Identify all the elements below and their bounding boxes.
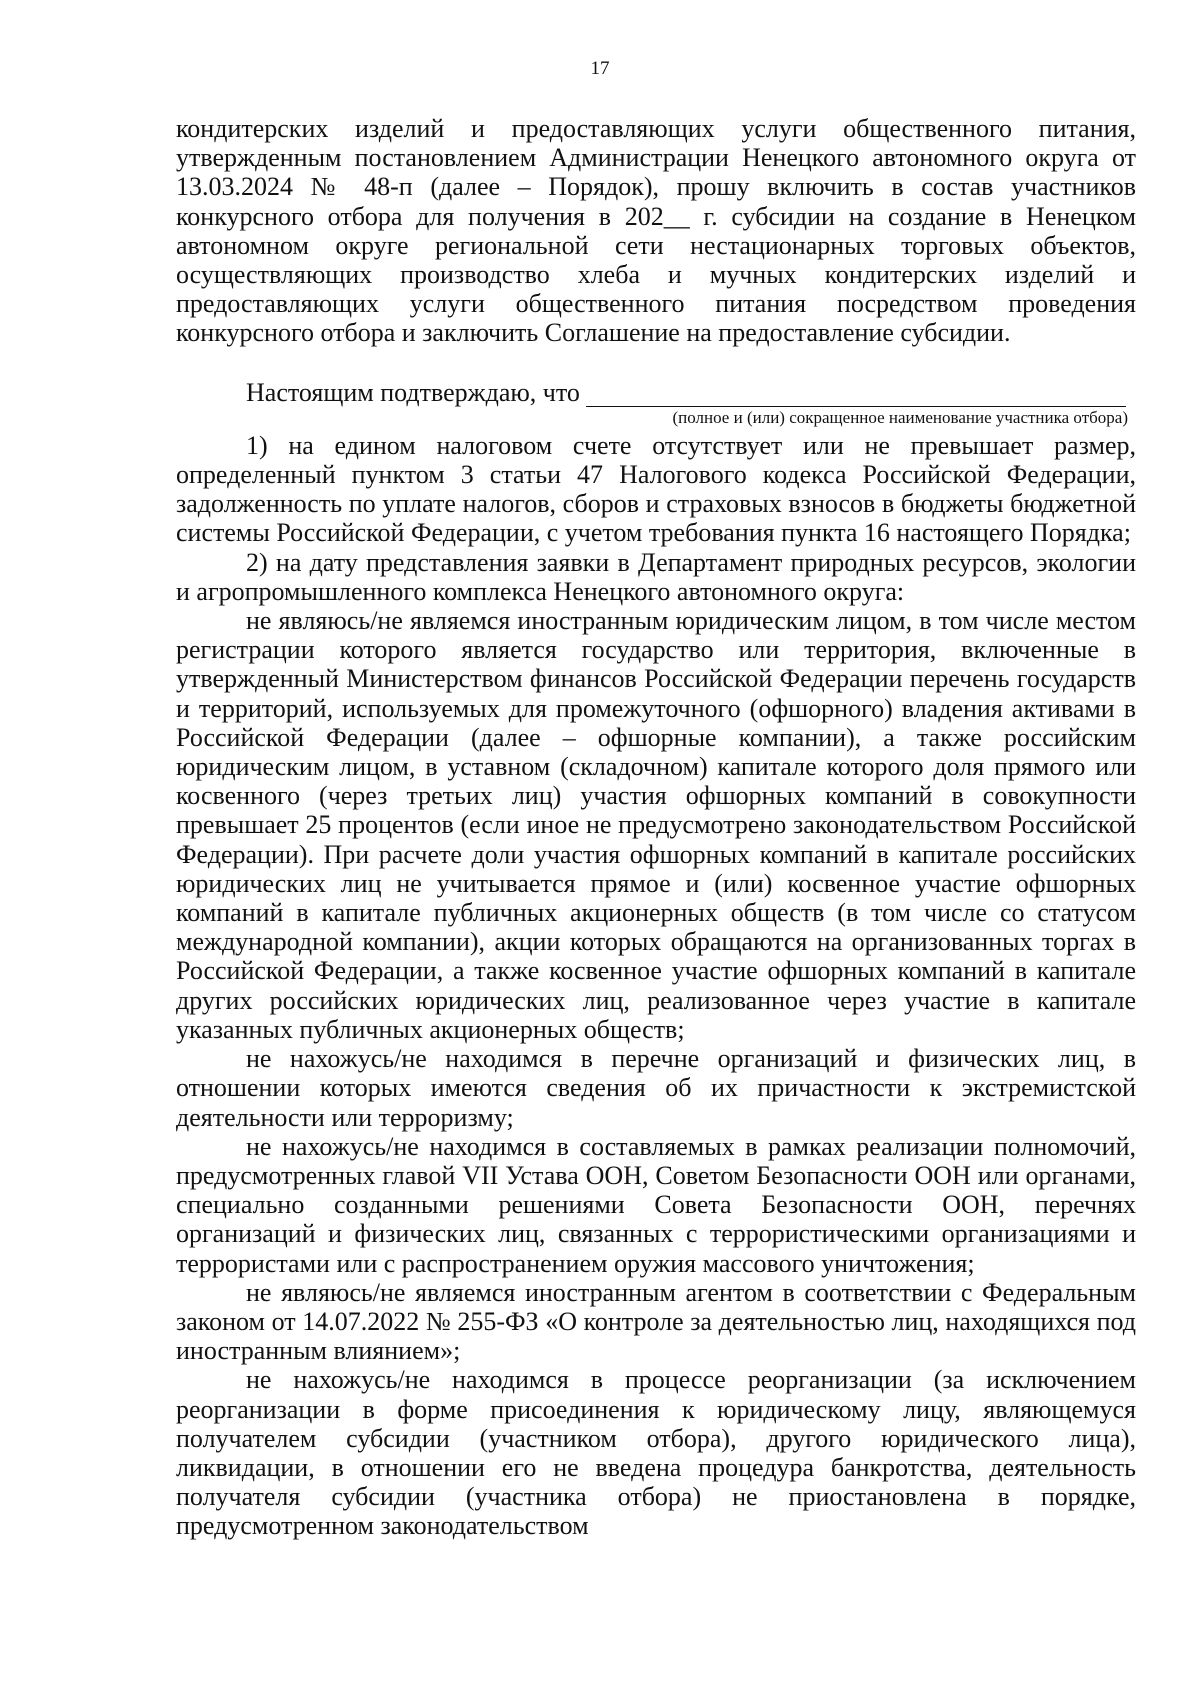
spacer xyxy=(176,348,1136,378)
confirmation-label: Настоящим подтверждаю, что xyxy=(246,377,580,407)
subitem-reorganization: не нахожусь/не находимся в процессе реорганизации (за исключением реорганизации в форме присоединения к юридическому лицу, являющемуся получателем субсидии (участником отбора), другого юридического лица), ликвидации, в отношении его не введена процедура банкротства, деятельность получателя субсидии (участника отбора) не приостановлена в порядке, предусмотренном законодательством xyxy=(176,1365,1136,1541)
subitem-un-lists: не нахожусь/не находимся в составляемых в рамках реализации полномочий, предусмотренных главой VII Устава ООН, Советом Безопасности ООН или органами, специально созданными решениями Совета Безопасности ООН, перечнях организаций и физических лиц, связанных с террористическими организациями и террористами или с распространением оружия массового уничтожения; xyxy=(176,1131,1136,1278)
participant-name-caption: (полное и (или) сокращенное наименование участника отбора) xyxy=(672,407,1128,427)
item-1: 1) на едином налоговом счете отсутствует или не превышает размер, определенный пунктом 3 статьи 47 Налогового кодекса Российской Федерации, задолженность по уплате налогов, сборов и страховых взносов в бюджеты бюджетной системы Российской Федерации, с учетом требования пункта 16 настоящего Порядка; xyxy=(176,430,1136,548)
confirmation-line xyxy=(176,378,1136,407)
subitem-offshore: не являюсь/не являемся иностранным юридическим лицом, в том числе местом регистрации которого является государство или территория, включенные в утвержденный Министерством финансов Российской Федерации перечень государств и территорий, используемых для промежуточного (офшорного) владения активами в Российской Федерации (далее – офшорные компании), а также российским юридическим лицом, в уставном (складочном) капитале которого доля прямого или косвенного (через третьих лиц) участия офшорных компаний в совокупности превышает 25 процентов (если иное не предусмотрено законодательством Российской Федерации). При расчете доли участия офшорных компаний в капитале российских юридических лиц не учитывается прямое и (или) косвенное участие офшорных компаний в капитале публичных акционерных обществ (в том числе со статусом международной компании), акции которых обращаются на организованных торгах в Российской Федерации, а также косвенное участие офшорных компаний в капитале других российских юридических лиц, реализованное через участие в капитале указанных публичных акционерных обществ; xyxy=(176,606,1136,1044)
participant-name-blank xyxy=(586,380,1126,407)
page-number: 17 xyxy=(590,58,610,79)
subitem-extremism-list: не нахожусь/не находимся в перечне организаций и физических лиц, в отношении которых имеются сведения об их причастности к экстремистской деятельности или терроризму; xyxy=(176,1044,1136,1132)
intro-paragraph: кондитерских изделий и предоставляющих услуги общественного питания, утвержденным постановлением Администрации Ненецкого автономного округа от 13.03.2024 № 48-п (далее – Порядок), прошу включить в состав участников конкурсного отбора для получения в 202__ г. субсидии на создание в Ненецком автономном округе региональной сети нестационарных торговых объектов, осуществляющих производство хлеба и мучных кондитерских изделий и предоставляющих услуги общественного питания посредством проведения конкурсного отбора и заключить Соглашение на предоставление субсидии. xyxy=(176,114,1136,348)
subitem-foreign-agent: не являюсь/не являемся иностранным агентом в соответствии с Федеральным законом от 14.07.2022 № 255-ФЗ «О контроле за деятельностью лиц, находящихся под иностранным влиянием»; xyxy=(176,1277,1136,1366)
document-body xyxy=(176,114,1136,1541)
item-2: 2) на дату представления заявки в Департамент природных ресурсов, экологии и агропромышленного комплекса Ненецкого автономного округа: xyxy=(176,547,1136,606)
